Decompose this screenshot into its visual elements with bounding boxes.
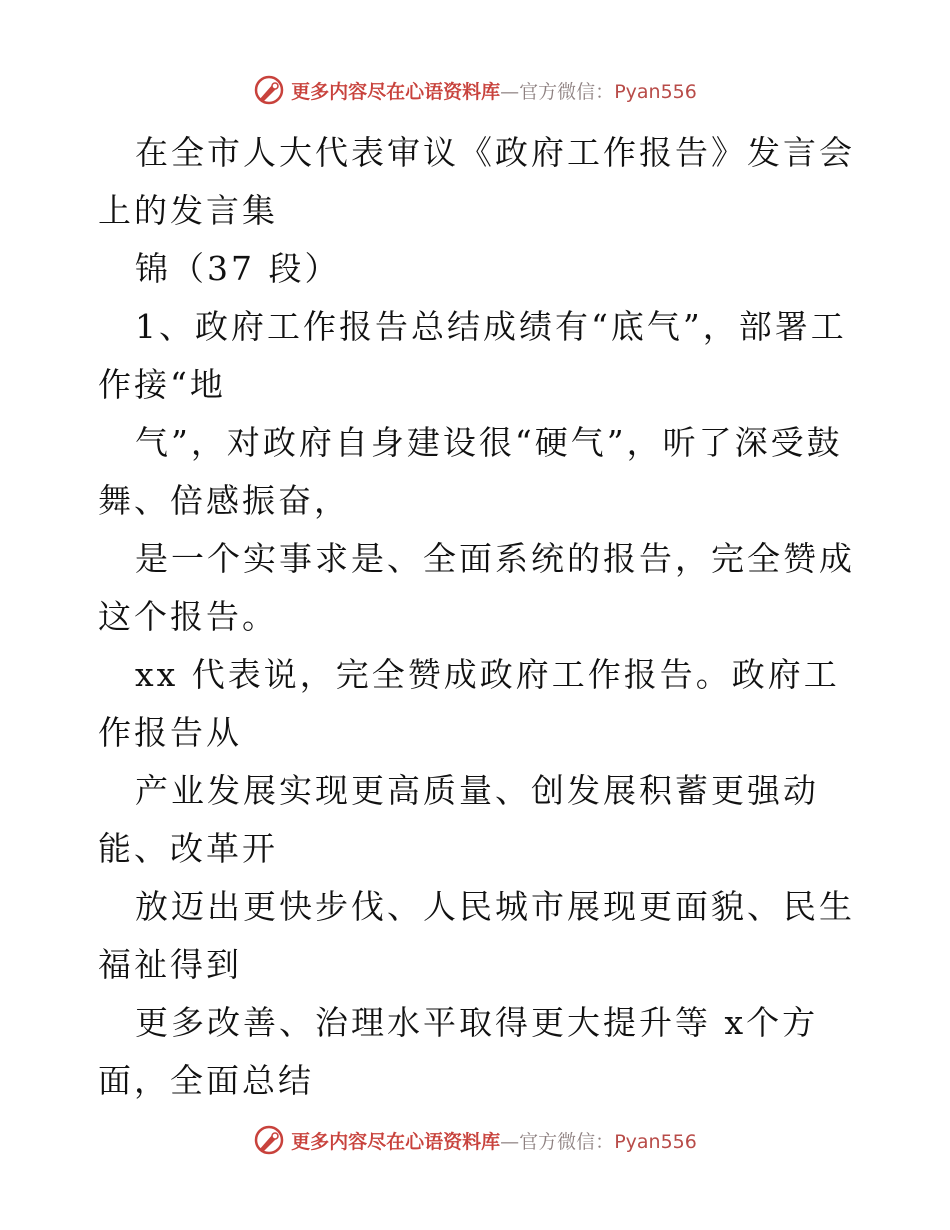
paragraph-2: 锦（37 段）	[135, 249, 341, 288]
header-wechat-id: Pyan556	[614, 80, 697, 103]
footer-wechat-id: Pyan556	[614, 1130, 697, 1153]
paragraph-4: 气”，对政府自身建设很“硬气”，听了深受鼓舞、倍感振奋，	[98, 423, 843, 520]
footer-dash: —	[500, 1130, 520, 1153]
paragraph-9: 更多改善、治理水平取得更大提升等 x个方 面，全面总结	[98, 1003, 819, 1100]
paragraph-7: 产业发展实现更高质量、创发展积蓄更强动能、改革开	[98, 771, 819, 868]
header-promo-text: 更多内容尽在心语资料库	[291, 80, 501, 103]
paragraph-6: xx 代表说，完全赞成政府工作报告。政府工作报告从	[98, 655, 840, 752]
footer-wechat-label: 官方微信：	[519, 1130, 615, 1153]
footer-banner	[0, 1120, 950, 1160]
footer-promo-text: 更多内容尽在心语资料库	[291, 1130, 501, 1153]
pen-logo-icon	[253, 74, 285, 106]
header-wechat-label: 官方微信：	[519, 80, 615, 103]
paragraph-5: 是一个实事求是、全面系统的报告，完全赞成这个报告。	[98, 539, 855, 636]
paragraph-1: 在全市人大代表审议《政府工作报告》发言会上的发言集	[98, 133, 855, 230]
document-body	[98, 124, 858, 1110]
footer-banner-text	[291, 1127, 697, 1154]
pen-logo-icon	[253, 1124, 285, 1156]
header-banner	[0, 70, 950, 110]
paragraph-3: 1、政府工作报告总结成绩有“底气”，部署工作接“地	[98, 307, 847, 404]
header-banner-text	[291, 77, 697, 104]
header-dash: —	[500, 80, 520, 103]
paragraph-8: 放迈出更快步伐、人民城市展现更面貌、民生福祉得到	[98, 887, 855, 984]
